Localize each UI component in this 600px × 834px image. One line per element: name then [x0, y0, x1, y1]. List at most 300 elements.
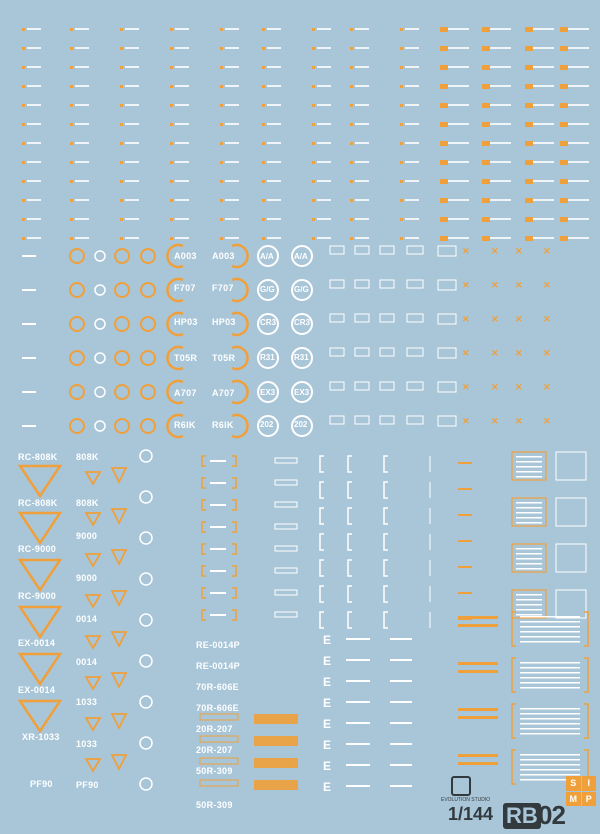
bracket-decal: [512, 658, 516, 692]
stripe-decal-dot: [22, 104, 25, 107]
triangle-decal-small: [112, 755, 126, 769]
stripe-decal-dot: [120, 66, 123, 69]
x-mark: ✕: [462, 246, 470, 256]
label-box: [275, 568, 297, 573]
stripe-decal-bar: [125, 28, 139, 30]
bracket-decal: [320, 612, 324, 628]
ring-decal: [70, 317, 84, 331]
bracket-decal: [384, 586, 388, 602]
badge-text-5: EX3: [260, 388, 276, 397]
triangle-decal-small: [112, 468, 126, 482]
stripe-decal-dot: [220, 199, 223, 202]
bracket-decal: [320, 456, 324, 472]
info-line: [520, 641, 580, 643]
bracket-decal: [232, 522, 236, 532]
stripe-decal-bar: [487, 180, 511, 182]
stripe-decal-bar: [75, 161, 89, 163]
plaque: [330, 314, 344, 322]
label-box: [275, 458, 297, 463]
small-ring: [140, 491, 152, 503]
stripe-decal-dot: [400, 123, 403, 126]
triangle-decal-small: [112, 509, 126, 523]
x-mark: ✕: [491, 314, 499, 324]
stripe-decal-block: [440, 103, 448, 108]
stripe-decal-block: [482, 198, 490, 203]
stripe-decal-dot: [170, 237, 173, 240]
plaque: [380, 314, 394, 322]
stripe-decal-bar: [317, 28, 331, 30]
stripe-decal-bar: [125, 123, 139, 125]
stripe-decal-bar: [565, 104, 589, 106]
model-code-8: PF90: [30, 779, 53, 789]
badge-text-11: EX3: [294, 388, 310, 397]
circle-code-2: F707: [174, 283, 196, 293]
stripe-decal-dot: [350, 142, 353, 145]
stripe-decal-dot: [262, 123, 265, 126]
x-mark: ✕: [491, 246, 499, 256]
stripe-decal-bar: [27, 47, 41, 49]
bracket-decal: [202, 566, 206, 576]
orange-bar: [458, 624, 498, 627]
hatch-plate: [254, 714, 298, 724]
stripe-decal-dot: [22, 123, 25, 126]
part-code-5: 20R-207: [196, 724, 233, 734]
triangle-decal: [20, 560, 60, 590]
stripe-decal-bar: [267, 199, 281, 201]
stripe-decal-block: [560, 160, 568, 165]
stripe-decal-bar: [445, 161, 469, 163]
model-code-mid-3: 9000: [76, 531, 98, 541]
stripe-decal-bar: [27, 123, 41, 125]
bracket-decal: [584, 658, 588, 692]
model-code-mid-7: 1033: [76, 697, 98, 707]
small-ring: [140, 778, 152, 790]
stripe-decal-bar: [75, 85, 89, 87]
info-line: [520, 662, 580, 664]
stripe-decal-dot: [350, 180, 353, 183]
stripe-decal-block: [482, 65, 490, 70]
part-code-3: 70R-606E: [196, 682, 239, 692]
stripe-decal-bar: [75, 66, 89, 68]
orange-dash: [458, 566, 472, 568]
ring-decal: [141, 351, 155, 365]
stripe-decal-block: [525, 141, 533, 146]
bracket-bar: [210, 548, 226, 550]
stripe-decal-dot: [70, 237, 73, 240]
line-mark: [390, 680, 412, 682]
stripe-decal-dot: [22, 199, 25, 202]
info-line: [516, 594, 542, 596]
ring-decal-small: [95, 387, 105, 397]
plaque: [380, 246, 394, 254]
stripe-decal-bar: [487, 28, 511, 30]
stripe-decal-dot: [70, 180, 73, 183]
stripe-decal-bar: [225, 104, 239, 106]
stripe-decal-bar: [317, 47, 331, 49]
triangle-decal-small: [112, 673, 126, 687]
stripe-decal-bar: [355, 47, 369, 49]
badge-text-1: A/A: [260, 252, 274, 261]
stripe-decal-block: [525, 65, 533, 70]
stripe-decal-dot: [22, 180, 25, 183]
stripe-decal-dot: [120, 199, 123, 202]
stripe-decal-bar: [405, 199, 419, 201]
stripe-decal-dot: [22, 66, 25, 69]
stripe-decal-bar: [267, 218, 281, 220]
stripe-decal-block: [525, 236, 533, 241]
stripe-decal-dot: [400, 66, 403, 69]
stripe-decal-bar: [75, 28, 89, 30]
stripe-decal-bar: [487, 237, 511, 239]
brand-logo: [451, 776, 471, 796]
stripe-decal-dot: [220, 28, 223, 31]
info-line: [516, 558, 542, 560]
bracket-decal: [584, 704, 588, 738]
small-ring: [140, 614, 152, 626]
bracket-decal: [202, 522, 206, 532]
stripe-decal-dot: [350, 104, 353, 107]
stripe-decal-dot: [350, 66, 353, 69]
stripe-decal-bar: [355, 237, 369, 239]
stripe-decal-dot: [220, 85, 223, 88]
stripe-decal-bar: [565, 237, 589, 239]
info-line: [516, 563, 542, 565]
stripe-decal-bar: [125, 237, 139, 239]
stripe-decal-block: [440, 179, 448, 184]
ring-decal: [115, 317, 129, 331]
bracket-decal: [320, 560, 324, 576]
stripe-decal-bar: [565, 218, 589, 220]
stripe-decal-dot: [220, 180, 223, 183]
e-mark: E: [323, 696, 332, 710]
orange-dash: [458, 462, 472, 464]
hatch-frame: [200, 780, 238, 786]
stripe-decal-dot: [262, 161, 265, 164]
line-mark: [390, 722, 412, 724]
stripe-decal-bar: [225, 85, 239, 87]
stripe-decal-bar: [445, 66, 469, 68]
bracket-decal: [232, 544, 236, 554]
plaque: [330, 246, 344, 254]
stripe-decal-bar: [125, 85, 139, 87]
triangle-decal-small: [112, 632, 126, 646]
plaque: [330, 348, 344, 356]
stripe-decal-bar: [530, 104, 554, 106]
bracket-decal: [202, 500, 206, 510]
stripe-decal-bar: [487, 142, 511, 144]
stripe-decal-block: [525, 160, 533, 165]
stripe-decal-bar: [125, 66, 139, 68]
stripe-decal-dot: [400, 104, 403, 107]
stripe-decal-dot: [400, 85, 403, 88]
stripe-decal-bar: [225, 218, 239, 220]
stripe-decal-dot: [70, 85, 73, 88]
stripe-decal-bar: [317, 199, 331, 201]
stripe-decal-block: [440, 141, 448, 146]
stripe-decal-bar: [565, 123, 589, 125]
stripe-decal-bar: [565, 47, 589, 49]
stripe-decal-block: [482, 179, 490, 184]
stripe-decal-bar: [175, 28, 189, 30]
x-mark: ✕: [462, 280, 470, 290]
simp-letter: I: [582, 776, 597, 791]
stripe-decal-dot: [22, 237, 25, 240]
part-code-6: 20R-207: [196, 745, 233, 755]
arc-decal: [232, 279, 248, 301]
model-code-mid-9: PF90: [76, 780, 99, 790]
stripe-decal-block: [440, 198, 448, 203]
stripe-decal-dot: [262, 28, 265, 31]
info-line: [516, 502, 542, 504]
stripe-decal-bar: [487, 85, 511, 87]
stripe-decal-dot: [120, 28, 123, 31]
stripe-decal-bar: [405, 28, 419, 30]
bracket-decal: [320, 534, 324, 550]
x-mark: ✕: [515, 246, 523, 256]
stripe-decal-block: [440, 122, 448, 127]
stripe-decal-bar: [487, 66, 511, 68]
plaque: [407, 280, 423, 288]
stripe-decal-bar: [225, 180, 239, 182]
stripe-decal-dot: [400, 161, 403, 164]
stripe-decal-bar: [175, 180, 189, 182]
part-code-1: RE-0014P: [196, 640, 240, 650]
stripe-decal-bar: [445, 180, 469, 182]
label-box: [275, 546, 297, 551]
stripe-decal-block: [440, 27, 448, 32]
stripe-decal-bar: [355, 218, 369, 220]
ring-decal: [141, 249, 155, 263]
stripe-decal-block: [440, 65, 448, 70]
info-line: [520, 677, 580, 679]
stripe-decal-bar: [317, 237, 331, 239]
stripe-decal-block: [560, 122, 568, 127]
plaque: [438, 416, 456, 426]
part-code-7: 50R-309: [196, 766, 233, 776]
bracket-decal: [320, 586, 324, 602]
ring-decal: [115, 283, 129, 297]
stripe-decal-bar: [487, 199, 511, 201]
x-mark: ✕: [462, 348, 470, 358]
stripe-decal-bar: [175, 199, 189, 201]
stripe-decal-bar: [487, 104, 511, 106]
series-code: RB: [506, 803, 538, 828]
stripe-decal-bar: [175, 161, 189, 163]
orange-bar: [458, 662, 498, 665]
triangle-decal-small: [86, 554, 100, 566]
stripe-decal-bar: [317, 85, 331, 87]
info-line: [516, 604, 542, 606]
x-mark: ✕: [543, 348, 551, 358]
stripe-decal-bar: [530, 142, 554, 144]
stripe-decal-bar: [27, 218, 41, 220]
plaque: [355, 246, 369, 254]
plaque: [407, 246, 423, 254]
label-box: [275, 590, 297, 595]
line-mark: [346, 659, 370, 661]
small-ring: [140, 532, 152, 544]
info-line: [520, 626, 580, 628]
stripe-decal-dot: [220, 47, 223, 50]
bracket-decal: [384, 456, 388, 472]
badge-text-10: R31: [294, 353, 309, 362]
info-line: [516, 599, 542, 601]
stripe-decal-dot: [312, 85, 315, 88]
ring-decal-small: [95, 421, 105, 431]
stripe-decal-bar: [175, 218, 189, 220]
stripe-decal-bar: [487, 47, 511, 49]
badge-text-6: 202: [260, 420, 274, 429]
plaque: [407, 382, 423, 390]
plaque: [355, 314, 369, 322]
stripe-decal-bar: [530, 47, 554, 49]
stripe-decal-bar: [565, 180, 589, 182]
stripe-decal-dot: [262, 85, 265, 88]
triangle-decal-small: [112, 550, 126, 564]
info-panel: [556, 498, 586, 526]
stripe-decal-block: [482, 103, 490, 108]
stripe-decal-dot: [400, 47, 403, 50]
scale-label: 1/144: [448, 804, 494, 824]
stripe-decal-dot: [22, 85, 25, 88]
hatch-plate: [254, 758, 298, 768]
stripe-decal-dot: [400, 199, 403, 202]
stripe-decal-bar: [225, 123, 239, 125]
circle-code-12: R6IK: [212, 420, 234, 430]
stripe-decal-dot: [22, 161, 25, 164]
line-mark: [390, 659, 412, 661]
info-line: [516, 517, 542, 519]
e-mark: E: [323, 717, 332, 731]
badge-text-12: 202: [294, 420, 308, 429]
info-line: [520, 636, 580, 638]
stripe-decal-block: [482, 141, 490, 146]
stripe-decal-bar: [445, 142, 469, 144]
bracket-decal: [348, 456, 352, 472]
plaque: [407, 314, 423, 322]
badge-text-8: G/G: [294, 285, 309, 294]
stripe-decal-dot: [120, 218, 123, 221]
stripe-decal-dot: [220, 104, 223, 107]
stripe-decal-dot: [170, 180, 173, 183]
stripe-decal-dot: [350, 28, 353, 31]
model-code-7: XR-1033: [22, 732, 60, 742]
stripe-decal-bar: [405, 161, 419, 163]
stripe-decal-block: [525, 103, 533, 108]
x-mark: ✕: [491, 280, 499, 290]
stripe-decal-bar: [175, 66, 189, 68]
stripe-decal-dot: [170, 28, 173, 31]
plaque: [438, 348, 456, 358]
info-line: [520, 672, 580, 674]
stripe-decal-bar: [225, 28, 239, 30]
stripe-decal-bar: [445, 85, 469, 87]
stripe-decal-dot: [70, 199, 73, 202]
info-line: [516, 553, 542, 555]
plaque: [380, 280, 394, 288]
stripe-decal-dot: [220, 218, 223, 221]
stripe-decal-bar: [125, 47, 139, 49]
stripe-decal-bar: [267, 85, 281, 87]
hatch-frame: [200, 736, 238, 742]
triangle-decal-small: [86, 677, 100, 689]
e-mark: E: [323, 633, 332, 647]
small-ring: [140, 655, 152, 667]
ring-decal: [141, 385, 155, 399]
plaque: [355, 280, 369, 288]
bracket-decal: [348, 508, 352, 524]
line-mark: [390, 764, 412, 766]
bracket-bar: [210, 460, 226, 462]
stripe-decal-bar: [445, 28, 469, 30]
simp-badge: [566, 776, 596, 806]
stripe-decal-dot: [120, 85, 123, 88]
stripe-decal-dot: [262, 199, 265, 202]
simp-letter: M: [566, 792, 581, 807]
e-mark: E: [323, 675, 332, 689]
stripe-decal-dot: [70, 142, 73, 145]
stripe-decal-bar: [487, 218, 511, 220]
triangle-decal: [20, 607, 60, 637]
stripe-decal-block: [560, 236, 568, 241]
stripe-decal-dot: [70, 66, 73, 69]
model-code-mid-2: 808K: [76, 498, 99, 508]
stripe-decal-dot: [120, 161, 123, 164]
x-mark: ✕: [515, 280, 523, 290]
bracket-decal: [384, 482, 388, 498]
model-code-1: RC-808K: [18, 452, 58, 462]
stripe-decal-block: [525, 46, 533, 51]
orange-bar: [458, 762, 498, 765]
stripe-decal-dot: [350, 199, 353, 202]
e-mark: E: [323, 759, 332, 773]
stripe-decal-bar: [445, 47, 469, 49]
stripe-decal-bar: [565, 161, 589, 163]
triangle-decal-small: [86, 636, 100, 648]
circle-code-11: A707: [212, 388, 235, 398]
stripe-decal-dot: [170, 66, 173, 69]
line-mark: [390, 743, 412, 745]
stripe-decal-dot: [312, 28, 315, 31]
stripe-decal-dot: [170, 47, 173, 50]
stripe-decal-dot: [312, 47, 315, 50]
stripe-decal-bar: [405, 142, 419, 144]
stripe-decal-bar: [530, 218, 554, 220]
stripe-decal-bar: [565, 28, 589, 30]
stripe-decal-dot: [400, 237, 403, 240]
triangle-decal: [20, 466, 60, 496]
brand-label: EVOLUTION STUDIO: [441, 797, 491, 803]
triangle-decal-small: [86, 595, 100, 607]
sheet-number: 02: [538, 800, 565, 830]
e-mark: E: [323, 654, 332, 668]
hatch-frame: [200, 714, 238, 720]
stripe-decal-dot: [312, 104, 315, 107]
small-ring: [140, 696, 152, 708]
plaque: [438, 280, 456, 290]
label-box: [275, 480, 297, 485]
stripe-decal-dot: [262, 142, 265, 145]
stripe-decal-dot: [262, 66, 265, 69]
part-code-8: 50R-309: [196, 800, 233, 810]
bracket-decal: [232, 478, 236, 488]
stripe-decal-block: [482, 122, 490, 127]
ring-decal: [115, 419, 129, 433]
stripe-decal-block: [560, 141, 568, 146]
info-line: [520, 759, 580, 761]
stripe-decal-bar: [225, 142, 239, 144]
info-line: [520, 616, 580, 618]
